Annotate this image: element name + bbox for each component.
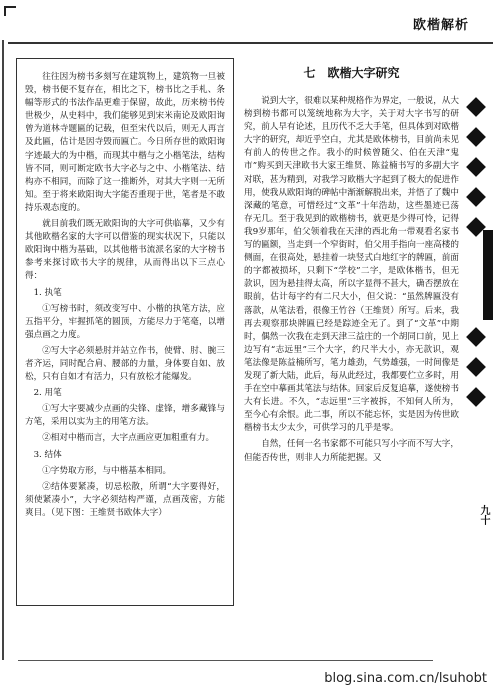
page-edge-line: [2, 40, 4, 660]
thumb-tab-bar: [483, 230, 493, 320]
left-paragraph: 往往因为榜书多刻写在建筑物上，建筑物一旦被毁，榜书便不复存在，相比之下，榜书比之手札、条幅等形式的书法作品更难于保留，故此，历来榜书传世极少，从史料中，我们能够见到宋米南论及欧阳询曾为道林寺题匾的记载，但至宋代以后，则无人再言及此匾，估计是因寺毁而匾亡。今日所存世的欧阳询字迹最大的为中楷，而现其中楷与之小楷笔法，结构皆不同，则可断定欧书大字必与之中、小楷笔法、结构亦不相同，而除了这一推断外，对其大字则一无所知。至于将来欧阳询大字能否重现于世，笔者是不敢持乐观态度的。: [25, 72, 225, 213]
item-point: ①写大字要减少点画的尖锋、虚锋，增多藏锋与方笔，采用以实为主的用笔方法。: [25, 404, 225, 428]
diamond-marker-icon: [466, 97, 486, 117]
page-number: 九十: [478, 505, 489, 525]
item-point: ②相对中楷而言，大字点画应更加粗重有力。: [42, 433, 215, 444]
footer-rule: [18, 660, 433, 661]
item-point: ①字势取方形，与中楷基本相同。: [42, 465, 172, 476]
item-title-structure: 3. 结体: [33, 449, 62, 460]
item-point: ②结体要紧凑，切忌松散，所谓“大字要得好，须使紧凑小”，大字必须结构严谨，点画茂密，方能爽目。（见下图：王维贤书欧体大字）: [25, 481, 225, 518]
diamond-marker-icon: [466, 187, 486, 207]
item-point: ②写大字必须悬肘并站立作书，使臂、肘、腕三者齐运，同时配合肩、腰部的力量，身体要自如、放松，只有自如才有活力，只有放松才能爆发。: [25, 345, 225, 383]
diamond-marker-icon: [466, 327, 486, 347]
item-title-brush: 2. 用笔: [33, 388, 62, 399]
item-title-grip: 1. 执笔: [33, 287, 62, 298]
diamond-marker-icon: [466, 357, 486, 377]
left-bordered-column: [16, 58, 234, 606]
page-header: [8, 8, 493, 44]
left-paragraph: 就目前我们既无欧阳询的大字可供临摹，又少有其他欧楷名家的大字可以借鉴的现实状况下，只能以欧阳询中楷为基础，以其他楷书流派名家的大字榜书参考来探讨欧书大字的规律，从而得出以下三点心得：: [25, 219, 225, 282]
running-title: 欧楷解析: [412, 18, 469, 33]
item-point: ①写榜书时，须改变写中、小楷的执笔方法，应五指平分，牢握抓笔的圆顶，方能尽力于笔毫，以增强点画之力度。: [25, 303, 225, 340]
diamond-marker-icon: [466, 127, 486, 147]
watermark-text: blog.sina.com.cn/lsuhobt: [324, 671, 487, 686]
diamond-marker-icon: [466, 387, 486, 407]
margin-tab-markers: [463, 90, 493, 430]
section-title: 七 欧楷大字研究: [303, 66, 400, 80]
right-paragraph: 说到大字，很难以某种规格作为界定，一般说，从大榜到榜书都可以笼统地称为大字，关于对大字书写的研究，前人早有论述，且历代不乏大手笔，但具体到对欧楷大字的研究，却近乎空白，尤其是欧体榜书，目前尚未见有前人的传世之作。我小的时候曾随父、伯在天津“鬼市”购买到天津欧书大家王维贤、陈益楠书写的多副大字对联，甚为精到，对我学习欧楷大字起到了极大的促进作用，使我从欧阳询的碑帖中渐渐解脱出来，并悟了了魏中深藏的笔意，可惜经过“文革”十年浩劫，这些墨迹已荡存无几。至于我见到的欧楷榜书，就更是少得可怜，记得我9岁那年，伯父领着我在天津的西北角一带观看名家书写的匾额，当走到一个窄街时，伯父用手指向一座高楼的侧面，在很高处，悬挂着一块竖式白地红字的牌匾，前面的字都被损坏，只剩下“学校”二字，是欧体楷书，但无款识，因为悬挂得太高，所以字显得不甚大，确否摆放在眼前，估计每字约有二尺大小，但父说：“虽然牌匾没有落款，从笔法看，很像王竹谷（王维贤）所写。后来，我再去观察那块牌匾已经是踪迹全无了。到了“文革”中期时，偶然一次我在走到天津三益庄的一个胡同口前，见上边写有“志远里”三个大字，约尺半大小，亦无款识，观笔法像是陈益楠所写，笔力雄劲，气势雄强，一时间像是发现了新大陆，此后，每从此经过，我都要伫立多时，用手在空中摹画其笔法与结体。回家后反复追摹，遂使榜书大有长进。不久，“志远里”三字被拆，不知何人所为，至今心有余恨。此二事，所以不能忘怀，实是因为传世欧楷榜书太少太少，可供学习的几乎是零。: [244, 96, 459, 434]
diamond-marker-icon: [466, 157, 486, 177]
right-text-column: [244, 58, 459, 658]
right-paragraph: 自然，任何一名书家都不可能只写小字而不写大字，但能否传世，则非人力所能把握。又: [244, 439, 459, 463]
